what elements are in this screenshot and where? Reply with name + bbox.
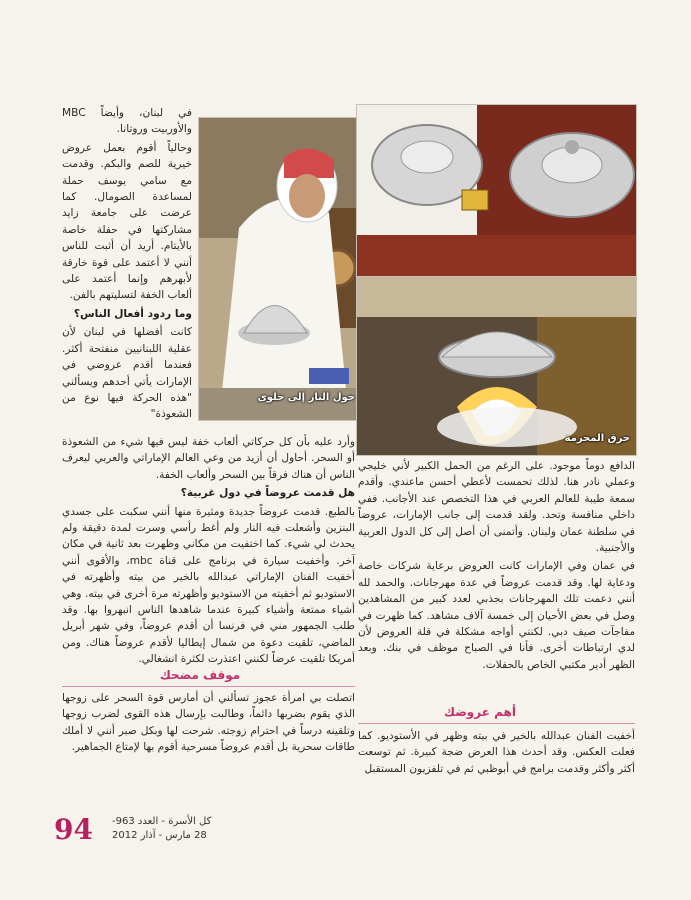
paragraph-reactions: كانت أفضلها في لبنان لأن عقلية اللبنانيين منفتحة أكثر. فعندما أقدم عروضي في الإمارات يأتي أحدهم ويسألني "هذه الحركة فيها نوع من الشعوذة" xyxy=(62,326,192,421)
footer-date: 28 مارس - آذار 2012 xyxy=(112,830,207,841)
photo-pots xyxy=(356,104,637,278)
column-right-bottom xyxy=(358,728,635,779)
paragraph-sponsorship: في عمان وفي الإمارات كانت العروض برعاية شركات خاصة ودعاية لها. وقد قدمت عروضاً في عدة مهرجانات. والحمد لله أنني دعمت تلك المهرجانات بجذبي لعدد كبير من المشاهدين وصل في بعض الأحيان إلى خمسة آلاف مشاهد. كما ظهرت في مفاجآت صيف دبي. لكنني أواجه مشكلة في قلة العروض لأن لدي ارتباطات أخرى. فأنا في الصباح موظف في بنك. وبعد الظهر أدير مكتبي الخاص بالحفلات. xyxy=(358,560,635,671)
paragraph-intro: في لبنان، وأيضاً MBC والأوربيت وروتانا. xyxy=(62,107,192,136)
photo-burning-cloth xyxy=(356,276,637,456)
photo-burning-image xyxy=(357,277,636,455)
column-right xyxy=(358,458,635,675)
paragraph-charity: وحالياً أقوم بعمل عروض خيرية للصم والبكم. وقدمت مع سامي يوسف حملة لمساعدة الصومال. كما عرضت على جامعة زايد مشاركتها في حفلة خاصة بالأيتام. أريد أن أثبت للناس أنني لا أعتمد على قوة خارقة لأبهرهم وإنما أعتمد على ألعاب الخفة لتسليتهم بالفن. xyxy=(62,141,192,302)
footer-info xyxy=(112,815,211,843)
column-top-left xyxy=(62,105,192,425)
photo-magician-with-pot xyxy=(198,117,358,421)
caption-magician: حول النار إلى حلوى xyxy=(257,392,355,403)
column-box xyxy=(62,690,355,758)
box-title-funny: موقف مضحك xyxy=(159,668,241,682)
question-reactions: وما ردود أفعال الناس؟ xyxy=(73,307,192,320)
paragraph-shows: أخفيت الفنان عبدالله بالخير في بيته وظهر في الأستوديو. كما فعلت العكس. وقد أحدث هذا العرض ضجة كبيرة. ثم توسعت أكثر وأكثر وقدمت برامج في أبوظبي ثم في تلفزيون المستقبل xyxy=(358,730,635,775)
heading-main-shows: أهم عروضك xyxy=(444,705,516,719)
heading-underline xyxy=(358,723,635,724)
question-foreign: هل قدمت عروضاً في دول غربية؟ xyxy=(180,487,355,500)
paragraph-foreign: بالطبع. قدمت عروضاً جديدة ومثيرة منها أنني سكبت على جسدي البنزين وأشعلت فيه النار ولم أغط رأسي وسرت لمدة دقيقة ولم يحدث لي شيء. كما اختفيت من مكاني وظهرت بعد ثانية في مكان آخر. وأخفيت سيارة في برنامج على قناة mbc، والأقوى أنني أخفيت الفنان الإماراتي عبدالله بالخير من بيته وأظهرته في الاستوديو ثم أخفيته من الاستوديو وأظهرته مرة أخرى في بيته. وهي أشياء ممتعة وأشياء كبيرة عندما شاهدها الناس انبهروا بها. وقد طلب الجمهور مني في فرنسا أن أقدم عروضاً، وفي شهر أبريل الماضي، تلقيت دعوة من شمال إيطاليا لأقدم عروضاً هناك. ومن أمريكا تلقيت عرضاً لكنني اعتذرت لكثرة انشغالي. xyxy=(62,505,355,666)
footer-magazine: كل الأسرة - العدد 963- xyxy=(112,816,212,827)
paragraph-funny: اتصلت بي امرأة عجوز تسألني أن أمارس قوة السحر على زوجها الذي يقوم بضربها دائماً، وطالبت بإرسال هذه القوى لضرب زوجها وتلقينه درساً في احترام زوجته. شرحت لها وبكل صبر أنني لا أملك طاقات سحرية بل أقدم عروضاً مسرحية أقوم بها لإمتاع الجماهير. xyxy=(62,692,355,754)
page-number: 94 xyxy=(54,813,93,846)
caption-burning: حرق المحرمة xyxy=(564,433,630,444)
photo-pots-image xyxy=(357,105,636,277)
box-underline xyxy=(62,686,355,687)
column-mid-left xyxy=(62,434,355,670)
paragraph-motivation: الدافع دوماً موجود. على الرغم من الحمل الكبير لأني خليجي وعملي نادر هنا. لذلك تحمست لأعطي أحسن ماعندي. وأقدم سمعة طيبة للعالم العربي في هذا التخصص عند الأجانب. ففي داخلي منافسة وتحد. ولقد قدمت إلى جانب الإمارات، عروضاً في سلطنة عمان ولبنان. وأتمنى أن أصل إلى كل الدول العربية والأجنبية. xyxy=(358,460,635,555)
paragraph-sorcery: وأرد عليه بأن كل حركاتي ألعاب خفة ليس فيها شيء من الشعوذة أو السحر. أحاول أن أزيد من وعي العالم الإماراتي والعربي ليعرف الناس أن هناك فرقاً بين السحر وألعاب الخفة. xyxy=(62,436,355,481)
photo-magician-image xyxy=(199,118,357,420)
